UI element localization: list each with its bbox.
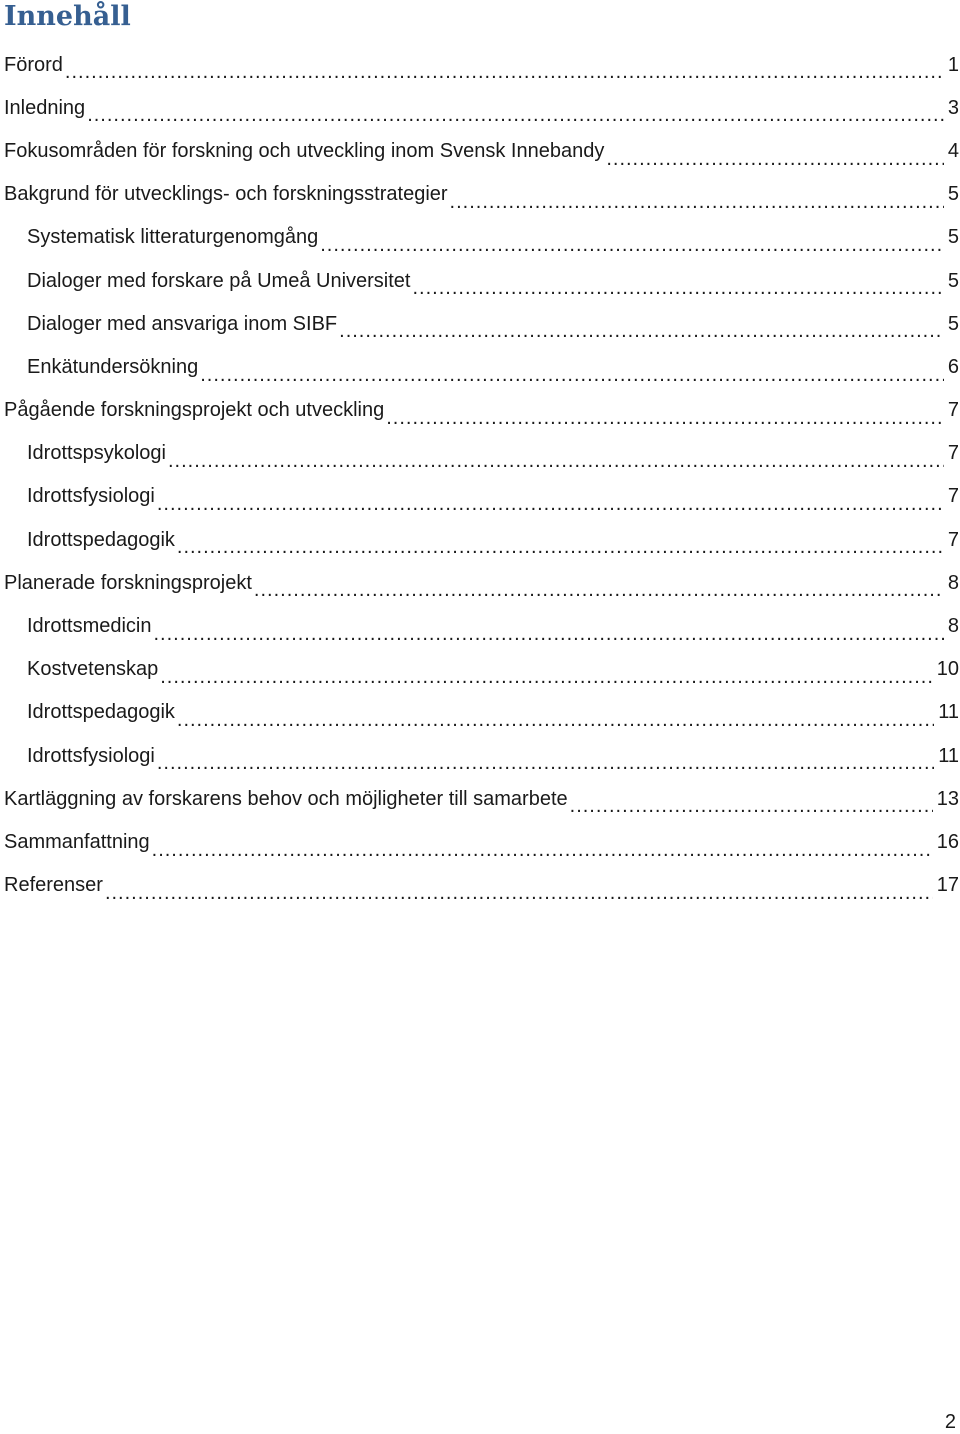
toc-dot-leader xyxy=(606,145,944,173)
toc-entry[interactable] xyxy=(0,86,960,129)
toc-entry[interactable] xyxy=(0,475,960,518)
toc-entry-page: 7 xyxy=(947,442,959,465)
toc-entry-label: Pågående forskningsprojekt och utveckling xyxy=(4,399,385,422)
toc-entry-label: Idrottspedagogik xyxy=(27,701,175,724)
toc-entry[interactable] xyxy=(0,129,960,172)
toc-dot-leader xyxy=(200,361,944,389)
toc-entry[interactable] xyxy=(0,389,960,432)
toc-dot-leader xyxy=(152,836,933,864)
toc-entry-label: Bakgrund för utvecklings- och forskningsstrategier xyxy=(4,183,448,206)
toc-entry-page: 7 xyxy=(947,399,959,422)
toc-dot-leader xyxy=(87,101,944,129)
toc-dot-leader xyxy=(254,576,944,604)
toc-entry-label: Planerade forskningsprojekt xyxy=(4,571,252,594)
toc-entry-label: Sammanfattning xyxy=(4,830,150,853)
toc-entry-page: 8 xyxy=(947,571,959,594)
toc-entry-label: Idrottspedagogik xyxy=(27,528,175,551)
toc-entry-label: Kartläggning av forskarens behov och möjligheter till samarbete xyxy=(4,787,568,810)
toc-entry-page: 13 xyxy=(936,787,959,810)
toc-dot-leader xyxy=(450,188,944,216)
toc-dot-leader xyxy=(320,231,944,259)
toc-entry-label: Idrottsfysiologi xyxy=(27,485,155,508)
toc-entry-label: Kostvetenskap xyxy=(27,658,159,681)
toc-entry-page: 5 xyxy=(947,312,959,335)
toc-entry-page: 5 xyxy=(947,183,959,206)
toc-entry[interactable] xyxy=(0,43,960,86)
toc-entry[interactable] xyxy=(0,518,960,561)
toc-entry[interactable] xyxy=(0,777,960,820)
toc-entry-page: 6 xyxy=(947,355,959,378)
toc-dot-leader xyxy=(157,749,934,777)
toc-entry[interactable] xyxy=(0,345,960,388)
toc-entry-label: Systematisk litteraturgenomgång xyxy=(27,226,319,249)
toc-entry[interactable] xyxy=(0,216,960,259)
toc-entry-label: Enkätundersökning xyxy=(27,355,199,378)
toc-dot-leader xyxy=(157,490,944,518)
toc-dot-leader xyxy=(65,58,944,86)
toc-dot-leader xyxy=(177,533,944,561)
toc-entry-page: 11 xyxy=(938,744,959,767)
toc-entry-page: 5 xyxy=(947,226,959,249)
toc-heading: Innehåll xyxy=(4,1,131,32)
toc-entry[interactable] xyxy=(0,820,960,863)
toc-entry-label: Fokusområden för forskning och utveckling inom Svensk Innebandy xyxy=(4,139,605,162)
toc-entry-page: 4 xyxy=(947,139,959,162)
toc-entry[interactable] xyxy=(0,691,960,734)
toc-entry-page: 7 xyxy=(947,528,959,551)
toc-entry-label: Förord xyxy=(4,53,63,76)
toc-dot-leader xyxy=(177,706,934,734)
toc-entry[interactable] xyxy=(0,648,960,691)
toc-entry[interactable] xyxy=(0,864,960,907)
toc-entry-label: Idrottspsykologi xyxy=(27,442,166,465)
toc-entry-page: 17 xyxy=(936,874,959,897)
page-number: 2 xyxy=(944,1411,956,1433)
toc-dot-leader xyxy=(154,620,944,648)
toc-dot-leader xyxy=(413,274,944,302)
toc-entry-page: 11 xyxy=(938,701,959,724)
toc-dot-leader xyxy=(339,317,944,345)
toc-entry-label: Dialoger med ansvariga inom SIBF xyxy=(27,312,338,335)
toc-entry-page: 3 xyxy=(947,96,959,119)
toc-entry-label: Referenser xyxy=(4,874,103,897)
toc-entry[interactable] xyxy=(0,259,960,302)
toc-dot-leader xyxy=(168,447,944,475)
toc-entry[interactable] xyxy=(0,734,960,777)
toc-entry[interactable] xyxy=(0,604,960,647)
table-of-contents xyxy=(0,43,960,907)
toc-entry-page: 5 xyxy=(947,269,959,292)
toc-entry[interactable] xyxy=(0,302,960,345)
toc-entry-label: Idrottsmedicin xyxy=(27,615,152,638)
toc-entry[interactable] xyxy=(0,432,960,475)
toc-entry-page: 7 xyxy=(947,485,959,508)
toc-entry-page: 10 xyxy=(936,658,959,681)
toc-entry-page: 16 xyxy=(936,830,959,853)
toc-dot-leader xyxy=(160,663,933,691)
toc-entry-page: 8 xyxy=(947,615,959,638)
toc-entry-label: Dialoger med forskare på Umeå Universitet xyxy=(27,269,411,292)
toc-entry-label: Inledning xyxy=(4,96,86,119)
toc-dot-leader xyxy=(570,792,933,820)
toc-entry-page: 1 xyxy=(947,53,959,76)
toc-dot-leader xyxy=(386,404,944,432)
toc-entry[interactable] xyxy=(0,173,960,216)
toc-entry[interactable] xyxy=(0,561,960,604)
toc-dot-leader xyxy=(105,879,933,907)
toc-entry-label: Idrottsfysiologi xyxy=(27,744,155,767)
